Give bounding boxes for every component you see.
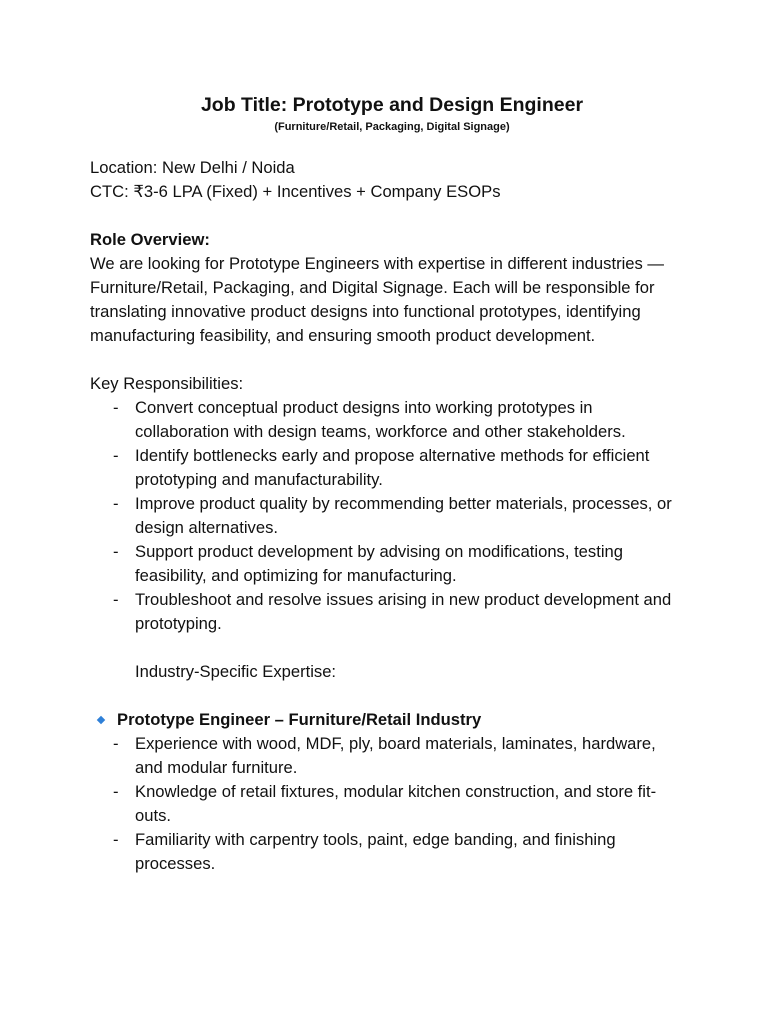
dash-marker: - bbox=[113, 446, 119, 465]
furniture-section-heading bbox=[90, 708, 690, 732]
furniture-list bbox=[90, 732, 690, 876]
furniture-section-title: Prototype Engineer – Furniture/Retail Industry bbox=[117, 710, 482, 729]
list-item-text: Familiarity with carpentry tools, paint, edge banding, and finishing processes. bbox=[135, 830, 616, 873]
job-title: Job Title: Prototype and Design Engineer bbox=[200, 94, 584, 116]
dash-marker: - bbox=[113, 830, 119, 849]
list-item-text: Improve product quality by recommending better materials, processes, or design alternatives. bbox=[135, 494, 672, 537]
list-item bbox=[90, 444, 675, 492]
dash-marker: - bbox=[113, 398, 119, 417]
location-line: Location: New Delhi / Noida bbox=[90, 158, 295, 177]
list-item bbox=[90, 540, 675, 588]
list-item-text: Knowledge of retail fixtures, modular kitchen construction, and store fit-outs. bbox=[135, 782, 657, 825]
industry-expertise-heading: Industry-Specific Expertise: bbox=[135, 662, 337, 681]
list-item-text: Support product development by advising on modifications, testing feasibility, and optimizing for manufacturing. bbox=[135, 542, 623, 585]
list-item bbox=[90, 492, 675, 540]
role-overview-heading: Role Overview: bbox=[90, 230, 210, 249]
list-item bbox=[90, 732, 675, 780]
role-overview-text: We are looking for Prototype Engineers with expertise in different industries — Furniture/Retail, Packaging, and Digital Signage. Each will be responsible for translating innovative product designs into functional prototypes, identifying manufacturing feasibility, and ensuring smooth product development. bbox=[90, 254, 665, 345]
list-item bbox=[90, 396, 675, 444]
responsibilities-heading: Key Responsibilities: bbox=[90, 374, 244, 393]
responsibilities-list bbox=[90, 396, 690, 636]
dash-marker: - bbox=[113, 734, 119, 753]
list-item bbox=[90, 828, 675, 876]
list-item bbox=[90, 588, 675, 636]
dash-marker: - bbox=[113, 782, 119, 801]
job-subtitle: (Furniture/Retail, Packaging, Digital Signage) bbox=[274, 121, 510, 133]
list-item-text: Convert conceptual product designs into working prototypes in collaboration with design teams, workforce and other stakeholders. bbox=[135, 398, 626, 441]
ctc-line: CTC: ₹3-6 LPA (Fixed) + Incentives + Company ESOPs bbox=[90, 182, 501, 201]
dash-marker: - bbox=[113, 494, 119, 513]
diamond-bullet-icon bbox=[97, 716, 105, 724]
list-item-text: Identify bottlenecks early and propose alternative methods for efficient prototyping and manufacturability. bbox=[135, 446, 650, 489]
dash-marker: - bbox=[113, 590, 119, 609]
document-page bbox=[90, 92, 690, 876]
list-item-text: Experience with wood, MDF, ply, board materials, laminates, hardware, and modular furniture. bbox=[135, 734, 656, 777]
list-item-text: Troubleshoot and resolve issues arising in new product development and prototyping. bbox=[135, 590, 672, 633]
dash-marker: - bbox=[113, 542, 119, 561]
list-item bbox=[90, 780, 675, 828]
